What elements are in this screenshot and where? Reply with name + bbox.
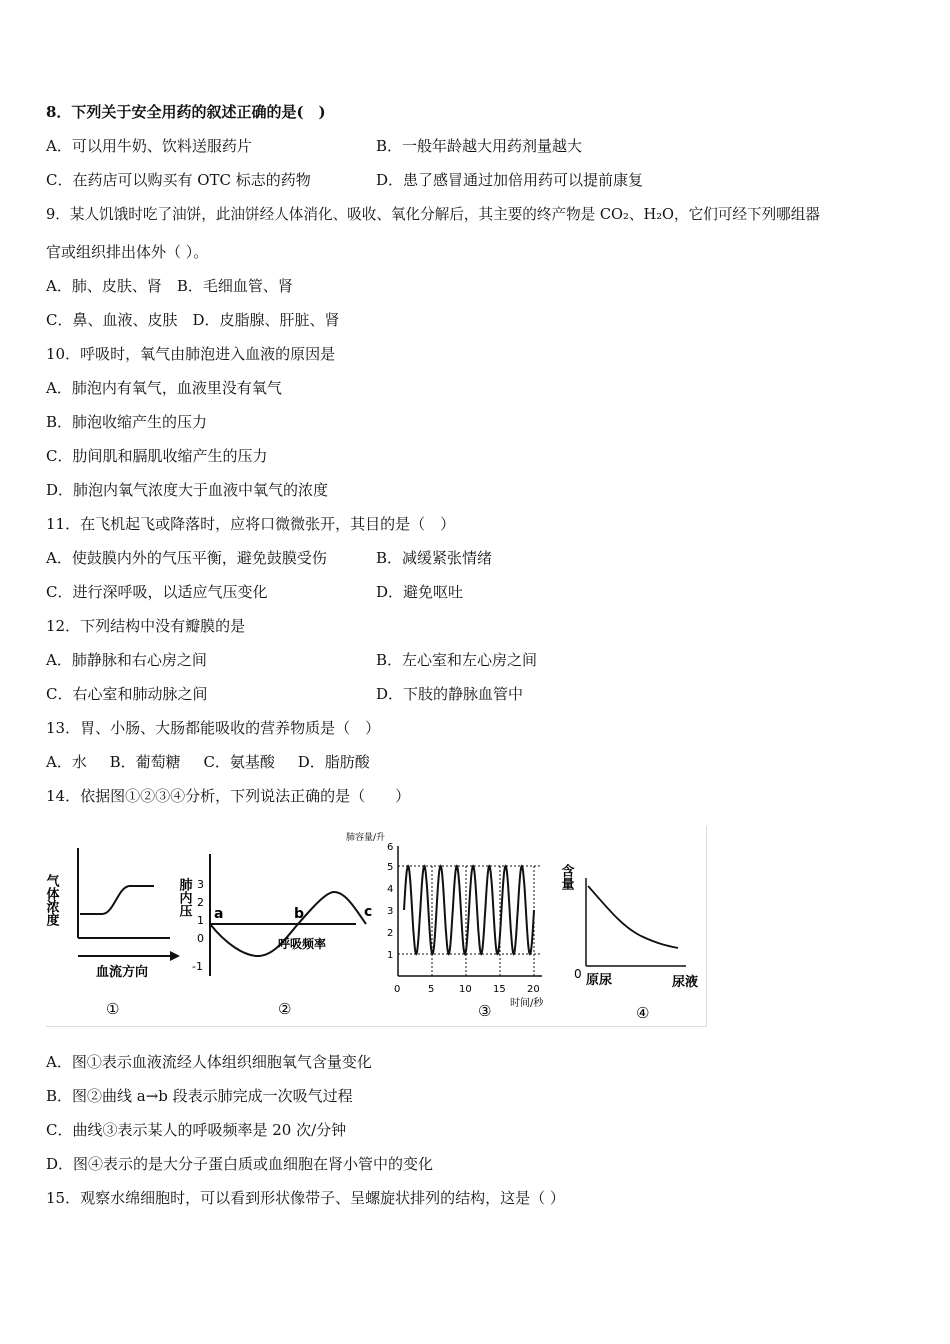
graph3-ytick-3: 3 [387, 906, 394, 917]
q10-option-b: B．肺泡收缩产生的压力 [46, 413, 208, 431]
q8-option-c: C．在药店可以购买有 OTC 标志的药物 [46, 171, 311, 189]
graph1-ylabel-1: 气体浓度 [43, 874, 59, 926]
q9-stem-line2: 官或组织排出体外（ ）。 [46, 243, 209, 261]
q12-option-c: C．右心室和肺动脉之间 [46, 685, 208, 703]
q14-option-a: A．图①表示血液流经人体组织细胞氧气含量变化 [46, 1053, 372, 1071]
graph2-number: ② [278, 1000, 292, 1018]
q12-option-b: B．左心室和左心房之间 [376, 651, 538, 669]
graph1-arrow-head [170, 951, 180, 961]
q13-option-c: C．氨基酸 [203, 753, 275, 771]
graph3-number: ③ [478, 1002, 492, 1020]
graph2-xlabel: 呼吸频率 [278, 937, 327, 951]
q14-option-b: B．图②曲线 a→b 段表示肺完成一次吸气过程 [46, 1087, 353, 1105]
q12-option-d: D．下肢的静脉血管中 [376, 685, 524, 703]
graph2-label-a: a [214, 906, 224, 922]
q11-option-d: D．避免呕吐 [376, 583, 464, 601]
q11-option-c: C．进行深呼吸，以适应气压变化 [46, 583, 268, 601]
graph2-tick-3: 3 [197, 878, 204, 891]
q10-option-a: A．肺泡内有氧气，血液里没有氧气 [46, 379, 282, 397]
q10-stem: 10．呼吸时，氧气由肺泡进入血液的原因是 [46, 345, 336, 363]
graph3-ytick-6: 6 [387, 842, 394, 853]
graph3-xtick-0: 0 [394, 984, 401, 995]
graph2-tick-neg1: -1 [192, 960, 203, 973]
graph1-xlabel: 血流方向 [96, 965, 149, 980]
q13-option-d: D．脂肪酸 [297, 753, 370, 771]
graph3-ylabel: 肺容量/升 [346, 833, 386, 843]
graph2-tick-1: 1 [197, 914, 204, 927]
q14-figure [43, 826, 707, 1027]
graph3-ytick-4: 4 [387, 884, 394, 895]
q11-option-a: A．使鼓膜内外的气压平衡，避免鼓膜受伤 [46, 549, 327, 567]
q13-options [46, 752, 388, 772]
graph2-label-b: b [294, 906, 305, 922]
q9-stem-line1: 9．某人饥饿时吃了油饼，此油饼经人体消化、吸收、氧化分解后，其主要的终产物是 CO₂、H₂O，它们可经下列哪组器 [46, 206, 820, 223]
graph3-ytick-5: 5 [387, 862, 394, 873]
graph-4 [559, 863, 699, 1022]
graph2-tick-0: 0 [197, 932, 204, 945]
q12-option-a: A．肺静脉和右心房之间 [46, 651, 207, 669]
graph4-ylabel: 含量 [558, 864, 574, 890]
graph4-x-label-end: 尿液 [672, 975, 699, 990]
q9-options-cd: C．鼻、血液、皮肤 D．皮脂腺、肝脏、肾 [46, 311, 340, 329]
graph1-number: ① [106, 1000, 120, 1018]
graph3-ytick-1: 1 [387, 950, 394, 961]
q14-option-c: C．曲线③表示某人的呼吸频率是 20 次/分钟 [46, 1121, 347, 1139]
q11-stem: 11．在飞机起飞或降落时，应将口微微张开，其目的是（ ） [46, 515, 456, 533]
graph3-curve [404, 866, 534, 954]
graph4-curve [588, 886, 678, 948]
q14-figure-svg [43, 826, 706, 1026]
q13-stem: 13．胃、小肠、大肠都能吸收的营养物质是（ ） [46, 719, 381, 737]
q8-option-a: A．可以用牛奶、饮料送服药片 [46, 137, 252, 155]
graph4-zero: 0 [574, 967, 582, 981]
graph4-x-label-start: 原尿 [586, 973, 613, 988]
graph4-number: ④ [636, 1004, 650, 1022]
q14-stem: 14．依据图①②③④分析，下列说法正确的是（ ） [46, 787, 411, 805]
q11-option-b: B．减缓紧张情绪 [376, 549, 493, 567]
graph3-xtick-15: 15 [493, 984, 506, 995]
q8-stem: 8．下列关于安全用药的叙述正确的是( ) [46, 103, 326, 121]
q12-stem: 12．下列结构中没有瓣膜的是 [46, 617, 246, 635]
q15-stem: 15．观察水绵细胞时，可以看到形状像带子、呈螺旋状排列的结构，这是（ ） [46, 1189, 565, 1207]
graph3-xtick-20: 20 [527, 984, 540, 995]
graph2-tick-2: 2 [197, 896, 204, 909]
graph3-xtick-5: 5 [428, 984, 435, 995]
q8-option-d: D．患了感冒通过加倍用药可以提前康复 [376, 171, 644, 189]
q10-option-c: C．肋间肌和膈肌收缩产生的压力 [46, 447, 268, 465]
q14-option-d: D．图④表示的是大分子蛋白质或血细胞在肾小管中的变化 [46, 1155, 434, 1173]
q13-option-b: B．葡萄糖 [109, 753, 181, 771]
graph-3 [346, 831, 544, 1020]
q8-option-b: B．一般年龄越大用药剂量越大 [376, 137, 583, 155]
graph3-xlabel: 时间/秒 [510, 998, 544, 1009]
graph3-ytick-2: 2 [387, 928, 394, 939]
q9-options-ab: A．肺、皮肤、肾 B．毛细血管、肾 [46, 277, 293, 295]
q10-option-d: D．肺泡内氧气浓度大于血液中氧气的浓度 [46, 481, 329, 499]
graph2-label-c: c [364, 904, 373, 920]
q13-option-a: A．水 [46, 753, 87, 771]
graph-2 [177, 854, 373, 1018]
graph-1 [44, 848, 181, 1018]
graph1-curve [80, 886, 154, 914]
graph2-ylabel: 肺内压 [176, 878, 192, 917]
graph3-xtick-10: 10 [459, 984, 472, 995]
